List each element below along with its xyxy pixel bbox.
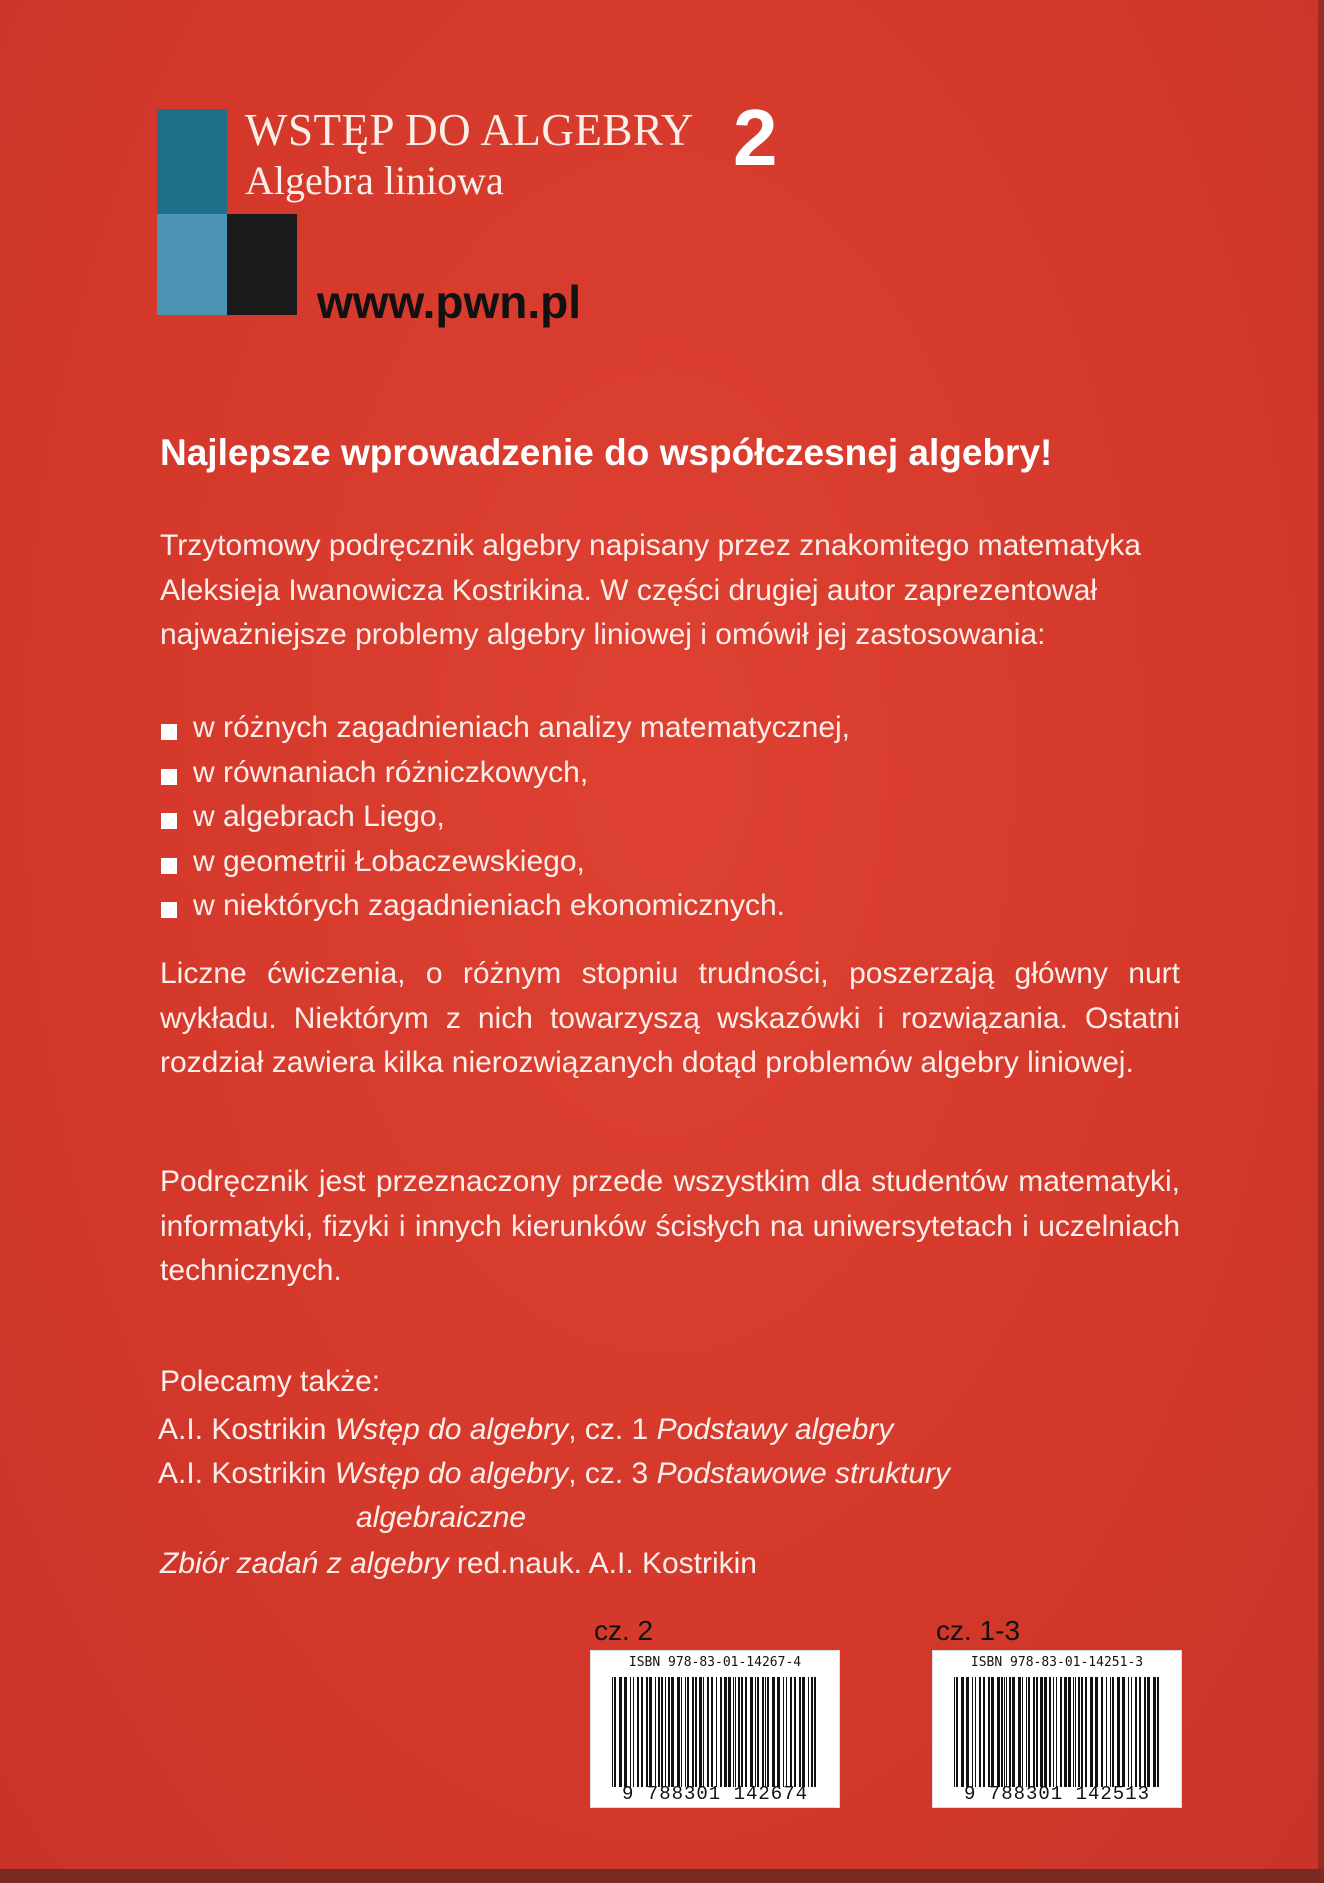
series-title: WSTĘP DO ALGEBRY <box>245 105 694 155</box>
barcode-bar <box>772 1677 775 1787</box>
barcode-label-volume: cz. 2 <box>594 1615 654 1646</box>
barcode-bar <box>1012 1677 1015 1787</box>
recommend-item-1: A.I. Kostrikin Wstęp do algebry, cz. 1 Podstawy algebry <box>158 1413 894 1446</box>
barcode-bar <box>1095 1677 1098 1787</box>
headline: Najlepsze wprowadzenie do współczesnej algebry! <box>160 432 1053 473</box>
barcode-bar <box>757 1677 759 1787</box>
barcode-bar <box>619 1677 622 1787</box>
barcode-bar <box>956 1677 958 1787</box>
barcode-bar <box>695 1677 697 1787</box>
barcode-bar <box>997 1677 1000 1787</box>
barcode-bar <box>1090 1677 1093 1787</box>
barcode-bar <box>738 1677 740 1787</box>
barcode-bar <box>988 1677 990 1787</box>
volume-number: 2 <box>733 93 778 182</box>
barcode-bar <box>975 1677 976 1787</box>
square-bullet-icon <box>161 724 177 740</box>
barcode-bar <box>777 1677 780 1787</box>
barcode-bar <box>1068 1677 1071 1787</box>
barcode-bar <box>755 1677 756 1787</box>
barcode-bar <box>624 1677 627 1787</box>
barcode-bar <box>1018 1677 1021 1787</box>
barcode-bar <box>979 1677 981 1787</box>
barcode-bar <box>961 1677 964 1787</box>
description-paragraph-1: Trzytomowy podręcznik algebry napisany przez znakomitego matematyka Aleksieja Iwanowicza Kostrikina. W części drugiej autor zaprezentował najważniejsze problemy algebry liniowej i omówił jej zastosowania: <box>160 529 1141 651</box>
barcode-bar <box>1073 1677 1074 1787</box>
barcode-bar <box>750 1677 753 1787</box>
barcode-bar <box>794 1677 796 1787</box>
barcode-bar <box>786 1677 787 1787</box>
recommend-heading: Polecamy także: <box>160 1365 381 1398</box>
barcode-bar <box>811 1677 813 1787</box>
barcode-bar <box>699 1677 702 1787</box>
barcode-bar <box>1131 1677 1132 1787</box>
description-paragraph-2: Liczne ćwiczenia, o różnym stopniu trudności, poszerzają główny nurt wykładu. Niektórym z nich towarzyszą wskazówki i rozwiązania. Ostatni rozdział zawiera kilka nierozwiązanych dotąd problemów algebry liniowej. <box>160 957 1180 1079</box>
barcode-digits: 9 788301 142513 <box>963 1783 1151 1805</box>
recommend-item-3: Zbiór zadań z algebry red.nauk. A.I. Kostrikin <box>160 1547 757 1580</box>
barcode-bar <box>1110 1677 1111 1787</box>
logo-square-light-blue <box>157 214 227 315</box>
barcode-bar <box>711 1677 713 1787</box>
barcode-bars-icon <box>612 1677 818 1787</box>
series-subtitle: Algebra liniowa <box>245 158 504 203</box>
barcode-bar <box>762 1677 764 1787</box>
barcode-bar <box>1085 1677 1087 1787</box>
barcode-bar <box>1033 1677 1035 1787</box>
barcode-bar <box>716 1677 717 1787</box>
barcode-bar <box>814 1677 816 1787</box>
barcode-bar <box>1101 1677 1103 1787</box>
barcode-bar <box>614 1677 616 1787</box>
barcode-bar <box>1022 1677 1023 1787</box>
barcode-bar <box>1009 1677 1011 1787</box>
barcode-bar <box>765 1677 766 1787</box>
square-bullet-icon <box>161 813 177 829</box>
publisher-website: www.pwn.pl <box>317 276 582 328</box>
logo-square-black <box>227 214 297 315</box>
barcode-bar <box>733 1677 734 1787</box>
barcode-bar <box>1135 1677 1137 1787</box>
barcode-bar <box>767 1677 769 1787</box>
barcode-bar <box>687 1677 689 1787</box>
barcode-bar <box>972 1677 973 1787</box>
recommend-item-2: A.I. Kostrikin Wstęp do algebry, cz. 3 Podstawowe struktury <box>158 1457 951 1490</box>
barcode-bar <box>741 1677 743 1787</box>
barcode-bar <box>1147 1677 1150 1787</box>
barcode-bar <box>1028 1677 1030 1787</box>
barcode-digits: 9 788301 142674 <box>621 1783 809 1805</box>
barcode-bar <box>1040 1677 1043 1787</box>
barcode-bar <box>1006 1677 1007 1787</box>
list-item: w geometrii Łobaczewskiego, <box>160 840 850 885</box>
barcode-bar <box>1081 1677 1083 1787</box>
barcode-bar <box>1112 1677 1114 1787</box>
barcode-bar <box>1004 1677 1005 1787</box>
barcode-bar <box>1036 1677 1038 1787</box>
barcode-bar <box>802 1677 805 1787</box>
description-paragraph-3: Podręcznik jest przeznaczony przede wszystkim dla studentów matematyki, informatyki, fizyki i innych kierunków ścisłych na uniwersytetach i uczelniach technicznych. <box>160 1165 1180 1287</box>
recommend-item-2-continued: algebraiczne <box>356 1501 527 1534</box>
barcode-bar <box>1117 1677 1120 1787</box>
barcode-bar <box>1060 1677 1062 1787</box>
cover-bottom-edge <box>0 1869 1324 1883</box>
barcode-bar <box>1056 1677 1057 1787</box>
list-item: w niektórych zagadnieniach ekonomicznych. <box>160 884 850 929</box>
isbn-text: ISBN 978-83-01-14267-4 <box>628 1655 802 1670</box>
barcode-bar <box>707 1677 709 1787</box>
barcode-bar <box>783 1677 784 1787</box>
barcode-bar <box>720 1677 722 1787</box>
barcode-bar <box>1106 1677 1107 1787</box>
list-item: w algebrach Liego, <box>160 795 850 840</box>
barcode-label-set: cz. 1-3 <box>936 1615 1021 1646</box>
barcode-bar <box>671 1677 674 1787</box>
barcode-bar <box>966 1677 969 1787</box>
barcode-bar <box>646 1677 648 1787</box>
barcode-bar <box>661 1677 663 1787</box>
barcode-bar <box>1053 1677 1054 1787</box>
barcode-bar <box>1153 1677 1156 1787</box>
barcode-bar <box>1139 1677 1141 1787</box>
square-bullet-icon <box>161 902 177 918</box>
barcode-volume-2 <box>590 1650 840 1808</box>
barcode-bar <box>665 1677 666 1787</box>
logo-square-dark-blue <box>157 109 227 214</box>
barcode-bar <box>983 1677 985 1787</box>
barcode-bar <box>703 1677 704 1787</box>
barcode-bar <box>991 1677 994 1787</box>
barcode-bar <box>612 1677 613 1787</box>
barcode-bar <box>799 1677 801 1787</box>
barcode-bar <box>728 1677 731 1787</box>
barcode-bar <box>641 1677 643 1787</box>
barcode-bar <box>658 1677 660 1787</box>
barcode-bar <box>633 1677 634 1787</box>
isbn-text: ISBN 978-83-01-14251-3 <box>970 1655 1144 1670</box>
barcode-bar <box>1144 1677 1146 1787</box>
applications-list <box>160 706 850 929</box>
barcode-bar <box>790 1677 792 1787</box>
list-item: w równaniach różniczkowych, <box>160 751 850 796</box>
cover-right-edge <box>1318 0 1324 1883</box>
barcode-bar <box>1001 1677 1003 1787</box>
barcode-bar <box>692 1677 694 1787</box>
barcode-bar <box>735 1677 736 1787</box>
barcode-bar <box>630 1677 631 1787</box>
barcode-bar <box>637 1677 639 1787</box>
barcode-bars-icon <box>954 1677 1160 1787</box>
square-bullet-icon <box>161 769 177 785</box>
barcode-bar <box>668 1677 670 1787</box>
barcode-bar <box>655 1677 656 1787</box>
list-item: w różnych zagadnieniach analizy matematycznej, <box>160 706 850 751</box>
barcode-set <box>932 1650 1182 1808</box>
barcode-bar <box>1075 1677 1076 1787</box>
barcode-bar <box>649 1677 652 1787</box>
barcode-bar <box>1128 1677 1129 1787</box>
barcode-bar <box>745 1677 747 1787</box>
barcode-bar <box>1122 1677 1125 1787</box>
barcode-bar <box>685 1677 686 1787</box>
barcode-bar <box>1064 1677 1067 1787</box>
square-bullet-icon <box>161 858 177 874</box>
barcode-bar <box>724 1677 727 1787</box>
barcode-bar <box>954 1677 955 1787</box>
barcode-bar <box>1026 1677 1027 1787</box>
barcode-bar <box>677 1677 680 1787</box>
barcode-bar <box>1049 1677 1051 1787</box>
barcode-bar <box>808 1677 809 1787</box>
barcode-bar <box>681 1677 682 1787</box>
barcode-bar <box>1157 1677 1159 1787</box>
barcode-bar <box>1078 1677 1080 1787</box>
barcode-bar <box>1044 1677 1047 1787</box>
